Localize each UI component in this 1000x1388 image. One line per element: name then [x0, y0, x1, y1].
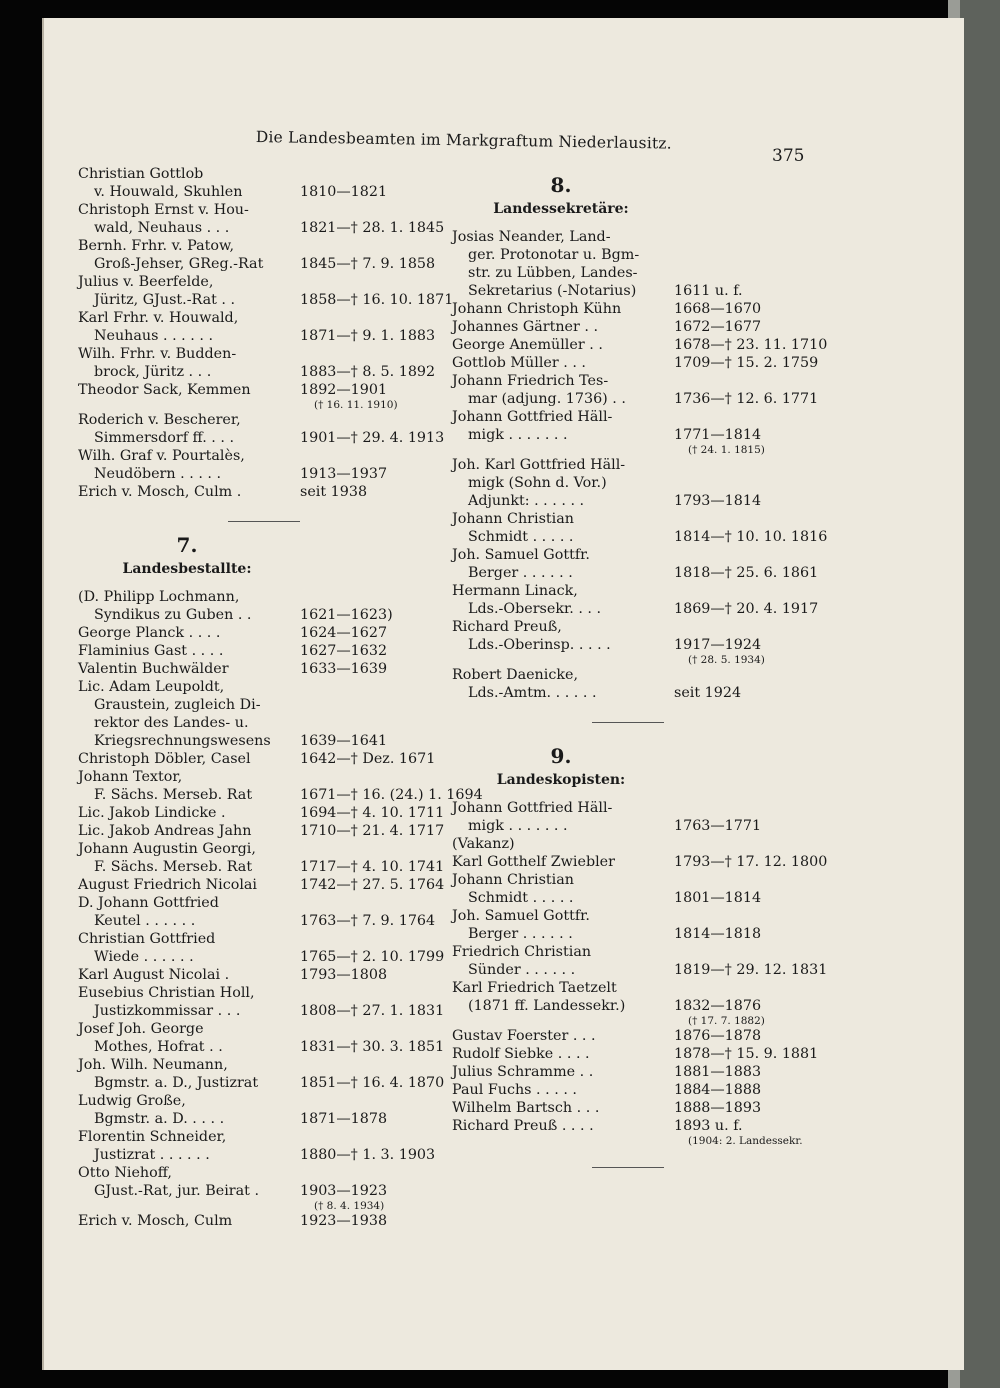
entry-row: [452, 907, 812, 943]
entry-name-line: Johann Gottfried Häll-: [452, 800, 613, 816]
entry-row: [78, 984, 445, 1020]
entry-name-line: Simmersdorf ff. . . .: [94, 430, 235, 446]
entry-row: [78, 966, 438, 984]
entry-name-line: Kriegsrechnungswesens: [94, 733, 271, 749]
entry-name-line: Wiede . . . . . .: [94, 949, 194, 965]
entry-name-line: Josef Joh. George: [78, 1021, 204, 1037]
entry-row: [78, 309, 438, 345]
entry-name-line: (1871 ff. Landessekr.): [468, 998, 626, 1014]
entry-name: [452, 871, 670, 907]
entry-name: [452, 1099, 670, 1117]
entry-date: 1633—1639: [300, 661, 388, 677]
entry-name-line: D. Johann Gottfried: [78, 895, 219, 911]
entry-date: 1793—† 17. 12. 1800: [674, 854, 828, 870]
entry-row: [452, 1117, 812, 1147]
entry-name-line: Schmidt . . . . .: [468, 529, 574, 545]
entry-name: [78, 1128, 296, 1164]
entry-date: 1765—† 2. 10. 1799: [300, 949, 445, 965]
entry-name-line: Graustein, zugleich Di-: [94, 697, 261, 713]
entry-name: [78, 165, 296, 201]
entry-date: 1888—1893: [674, 1100, 762, 1116]
entry-row: [78, 894, 438, 930]
entry-name-line: Wilh. Frhr. v. Budden-: [78, 346, 237, 362]
entry-row: [452, 1063, 812, 1081]
entry-row: [452, 1045, 819, 1063]
entry-name-line: Lds.-Amtm. . . . . .: [468, 685, 597, 701]
book-cover: [960, 0, 1000, 1388]
entry-row: [78, 165, 438, 201]
entry-name-line: mar (adjung. 1736) . .: [468, 391, 626, 407]
entry-name: [452, 853, 670, 871]
entry-row: [78, 1056, 445, 1092]
entry-date: 1851—† 16. 4. 1870: [300, 1075, 445, 1091]
entry-date: 1672—1677: [674, 319, 762, 335]
entry-name-line: Lic. Adam Leupoldt,: [78, 679, 225, 695]
entry-date: 1642—† Dez. 1671: [300, 751, 436, 767]
entry-name: [452, 835, 670, 853]
entry-name-line: str. zu Lübben, Landes-: [468, 265, 638, 281]
entry-name: [78, 273, 296, 309]
entry-date: 1771—1814: [674, 427, 762, 443]
section-7-number: 7.: [176, 533, 198, 557]
entry-row: [452, 456, 812, 510]
entry-row: [78, 804, 445, 822]
entry-name: [452, 372, 670, 408]
entry-name: [78, 1164, 296, 1200]
entry-row: [78, 1164, 438, 1212]
entry-date: 1884—1888: [674, 1082, 762, 1098]
entry-name-line: wald, Neuhaus . . .: [94, 220, 230, 236]
section-8-title: Landessekretäre:: [493, 201, 629, 217]
entry-name-line: Wilhelm Bartsch . . .: [452, 1100, 600, 1116]
left-column: [78, 165, 483, 1230]
entry-date: 1678—† 23. 11. 1710: [674, 337, 828, 353]
entry-name-line: migk . . . . . . .: [468, 427, 568, 443]
entry-row: [78, 483, 438, 501]
entry-name-line: Adjunkt: . . . . . .: [468, 493, 585, 509]
entry-name-line: Joh. Samuel Gottfr.: [452, 908, 590, 924]
entry-name-line: Richard Preuß,: [452, 619, 562, 635]
entry-name-line: Sünder . . . . . .: [468, 962, 576, 978]
entry-name-line: Flaminius Gast . . . .: [78, 643, 224, 659]
entry-name-line: Julius Schramme . .: [452, 1064, 594, 1080]
entry-row: [452, 510, 828, 546]
entry-date: 1881—1883: [674, 1064, 762, 1080]
entry-date: 1694—† 4. 10. 1711: [300, 805, 445, 821]
entry-name-line: brock, Jüritz . . .: [94, 364, 212, 380]
entry-name: [78, 1020, 296, 1056]
entry-row: [452, 666, 812, 702]
entry-date: 1892—1901: [300, 382, 388, 398]
entry-row: [78, 876, 445, 894]
entry-row: [78, 237, 438, 273]
entry-name-line: Johann Gottfried Häll-: [452, 409, 613, 425]
entry-name-line: migk (Sohn d. Vor.): [468, 475, 607, 491]
entry-row: [78, 840, 445, 876]
entry-name-line: GJust.-Rat, jur. Beirat .: [94, 1183, 259, 1199]
entry-name-line: (D. Philipp Lochmann,: [78, 589, 240, 605]
section-9-title: Landeskopisten:: [496, 772, 626, 788]
entry-name: [78, 930, 296, 966]
entry-name-line: Karl Friedrich Taetzelt: [452, 980, 617, 996]
entry-row: [78, 1092, 438, 1128]
entry-row: [452, 318, 812, 336]
section-divider: [592, 1167, 664, 1168]
entry-name-line: Johann Christian: [452, 872, 574, 888]
entry-name-line: Mothes, Hofrat . .: [94, 1039, 223, 1055]
entry-name-line: Joh. Karl Gottfried Häll-: [452, 457, 626, 473]
entry-name: [78, 804, 296, 822]
entry-row: [452, 618, 812, 666]
entry-date: 1831—† 30. 3. 1851: [300, 1039, 445, 1055]
entry-row: [78, 930, 445, 966]
entry-row: [452, 835, 812, 853]
entry-date: 1869—† 20. 4. 1917: [674, 601, 819, 617]
entry-name: [452, 1117, 670, 1135]
section-9-entry-list: [452, 799, 828, 1147]
entry-name-line: Paul Fuchs . . . . .: [452, 1082, 577, 1098]
entry-name: [452, 1027, 670, 1045]
entry-name: [78, 345, 296, 381]
entry-row: [78, 1128, 438, 1164]
entry-name-line: Syndikus zu Guben . .: [94, 607, 252, 623]
entry-row: [452, 228, 812, 300]
entry-date: 1913—1937: [300, 466, 388, 482]
entry-row: [78, 447, 438, 483]
entry-name: [452, 510, 670, 546]
entry-name-line: Roderich v. Bescherer,: [78, 412, 241, 428]
entry-name-line: August Friedrich Nicolai: [78, 877, 257, 893]
entry-row: [78, 768, 483, 804]
entry-name: [78, 660, 296, 678]
entry-name-line: Bernh. Frhr. v. Patow,: [78, 238, 235, 254]
entry-date: seit 1938: [300, 484, 368, 500]
entry-row: [78, 588, 438, 624]
entry-date: 1878—† 15. 9. 1881: [674, 1046, 819, 1062]
entry-name-line: Robert Daenicke,: [452, 667, 579, 683]
entry-date: 1917—1924: [674, 637, 762, 653]
entry-name-line: Christian Gottfried: [78, 931, 216, 947]
entry-name-line: Eusebius Christian Holl,: [78, 985, 255, 1001]
entry-row: [452, 979, 812, 1027]
entry-name: [78, 237, 296, 273]
entry-name-line: rektor des Landes- u.: [94, 715, 249, 731]
entry-name: [78, 588, 296, 624]
entry-name-line: migk . . . . . . .: [468, 818, 568, 834]
entry-name-line: Gustav Foerster . . .: [452, 1028, 596, 1044]
entry-row: [78, 381, 438, 411]
entry-name-line: Johann Christoph Kühn: [452, 301, 622, 317]
entry-name-line: v. Houwald, Skuhlen: [94, 184, 243, 200]
entry-date: 1793—1814: [674, 493, 762, 509]
entry-name: [452, 456, 670, 510]
entry-row: [78, 678, 438, 750]
entry-name-line: Valentin Buchwälder: [78, 661, 229, 677]
entry-name: [78, 1212, 296, 1230]
entry-name-line: Lic. Jakob Andreas Jahn: [78, 823, 252, 839]
entry-row: [452, 1081, 812, 1099]
entry-name-line: Josias Neander, Land-: [452, 229, 611, 245]
entry-row: [452, 853, 828, 871]
entry-row: [78, 201, 445, 237]
entry-name-line: Gottlob Müller . . .: [452, 355, 586, 371]
entry-name-line: Johann Textor,: [78, 769, 183, 785]
entry-date: 1736—† 12. 6. 1771: [674, 391, 819, 407]
entry-name-line: Neudöbern . . . . .: [94, 466, 222, 482]
entry-name: [452, 979, 670, 1015]
entry-name: [78, 750, 296, 768]
entry-name-line: Lds.-Oberinsp. . . . .: [468, 637, 611, 653]
entry-name-line: Christoph Ernst v. Hou-: [78, 202, 249, 218]
entry-name-line: (Vakanz): [452, 836, 515, 852]
entry-name-line: Florentin Schneider,: [78, 1129, 227, 1145]
entry-row: [452, 372, 819, 408]
entry-name: [452, 546, 670, 582]
entry-date: 1808—† 27. 1. 1831: [300, 1003, 445, 1019]
entry-name: [78, 642, 296, 660]
entry-name-line: Wilh. Graf v. Pourtalès,: [78, 448, 245, 464]
entry-name: [78, 876, 296, 894]
entry-row: [452, 408, 812, 456]
section-divider: [228, 521, 300, 522]
entry-name: [452, 582, 670, 618]
entry-name-line: Berger . . . . . .: [468, 926, 573, 942]
entry-name: [78, 1092, 296, 1128]
entry-row: [78, 273, 454, 309]
entry-name-line: Johann Friedrich Tes-: [452, 373, 609, 389]
entry-date: 1845—† 7. 9. 1858: [300, 256, 436, 272]
entry-name: [452, 1081, 670, 1099]
entry-name-line: George Anemüller . .: [452, 337, 603, 353]
section-9-number: 9.: [550, 744, 572, 768]
entry-row: [78, 822, 445, 840]
entry-name-line: Bgmstr. a. D. . . . .: [94, 1111, 225, 1127]
entry-name-line: Schmidt . . . . .: [468, 890, 574, 906]
entry-row: [78, 750, 438, 768]
entry-note: († 28. 5. 1934): [688, 654, 765, 666]
entry-row: [452, 943, 828, 979]
entry-name: [78, 447, 296, 483]
entry-date: 1611 u. f.: [674, 283, 743, 299]
entry-name: [452, 354, 670, 372]
entry-row: [452, 546, 819, 582]
entry-name-line: Bgmstr. a. D., Justizrat: [94, 1075, 259, 1091]
entry-name-line: Christian Gottlob: [78, 166, 204, 182]
entry-name-line: Richard Preuß . . . .: [452, 1118, 594, 1134]
entry-date: 1710—† 21. 4. 1717: [300, 823, 445, 839]
entry-name: [78, 678, 296, 750]
entry-name-line: George Planck . . . .: [78, 625, 221, 641]
entry-name-line: Keutel . . . . . .: [94, 913, 196, 929]
entry-row: [452, 300, 812, 318]
entry-row: [78, 345, 438, 381]
section-8-number: 8.: [550, 173, 572, 197]
entry-row: [78, 411, 445, 447]
entry-name-line: Justizrat . . . . . .: [94, 1147, 210, 1163]
entry-name: [78, 381, 296, 399]
entry-name-line: Sekretarius (-Notarius): [468, 283, 637, 299]
entry-row: [452, 871, 812, 907]
entry-name: [452, 618, 670, 654]
entry-name-line: Karl Gotthelf Zwiebler: [452, 854, 615, 870]
entry-name-line: Johann Augustin Georgi,: [78, 841, 256, 857]
entry-date: 1821—† 28. 1. 1845: [300, 220, 445, 236]
entry-date: 1742—† 27. 5. 1764: [300, 877, 445, 893]
entry-date: 1893 u. f.: [674, 1118, 743, 1134]
entry-date: 1901—† 29. 4. 1913: [300, 430, 445, 446]
entry-date: 1814—† 10. 10. 1816: [674, 529, 828, 545]
entry-name-line: Erich v. Mosch, Culm: [78, 1213, 233, 1229]
section-divider: [592, 722, 664, 723]
entry-name-line: Erich v. Mosch, Culm .: [78, 484, 242, 500]
top-entry-list: [78, 165, 454, 501]
entry-name: [452, 318, 670, 336]
section-7-entry-list: [78, 588, 483, 1230]
entry-date: 1639—1641: [300, 733, 388, 749]
entry-date: 1818—† 25. 6. 1861: [674, 565, 819, 581]
entry-name: [78, 894, 296, 930]
entry-date: 1876—1878: [674, 1028, 762, 1044]
entry-name-line: Karl August Nicolai .: [78, 967, 230, 983]
entry-note: († 8. 4. 1934): [314, 1200, 385, 1212]
entry-date: 1763—1771: [674, 818, 762, 834]
entry-name-line: Lic. Jakob Lindicke .: [78, 805, 226, 821]
entry-date: 1621—1623): [300, 607, 393, 623]
entry-name-line: Karl Frhr. v. Houwald,: [78, 310, 239, 326]
entry-name-line: Christoph Döbler, Casel: [78, 751, 251, 767]
entry-name: [452, 1045, 670, 1063]
entry-date: 1858—† 16. 10. 1871: [300, 292, 454, 308]
entry-name-line: Joh. Wilh. Neumann,: [78, 1057, 228, 1073]
entry-date: 1671—† 16. (24.) 1. 1694: [300, 787, 483, 803]
entry-name-line: Johann Christian: [452, 511, 574, 527]
entry-note: († 16. 11. 1910): [314, 399, 398, 411]
entry-date: 1903—1923: [300, 1183, 388, 1199]
entry-name: [78, 822, 296, 840]
entry-note: († 24. 1. 1815): [688, 444, 765, 456]
entry-name: [78, 309, 296, 345]
entry-date: 1883—† 8. 5. 1892: [300, 364, 436, 380]
section-7-title: Landesbestallte:: [122, 561, 252, 577]
entry-name: [78, 840, 296, 876]
entry-name: [78, 1056, 296, 1092]
entry-row: [452, 799, 812, 835]
entry-date: 1709—† 15. 2. 1759: [674, 355, 819, 371]
entry-date: 1814—1818: [674, 926, 762, 942]
section-8-entry-list: [452, 228, 828, 702]
entry-name: [452, 666, 670, 702]
entry-date: 1624—1627: [300, 625, 388, 641]
entry-date: 1819—† 29. 12. 1831: [674, 962, 828, 978]
entry-row: [452, 582, 819, 618]
entry-name-line: Ludwig Große,: [78, 1093, 186, 1109]
entry-date: 1793—1808: [300, 967, 388, 983]
entry-date: 1832—1876: [674, 998, 762, 1014]
entry-name-line: Hermann Linack,: [452, 583, 578, 599]
entry-name: [78, 411, 296, 447]
entry-row: [452, 1099, 812, 1117]
entry-row: [78, 660, 438, 678]
entry-name-line: Joh. Samuel Gottfr.: [452, 547, 590, 563]
entry-name-line: Friedrich Christian: [452, 944, 592, 960]
entry-date: 1880—† 1. 3. 1903: [300, 1147, 436, 1163]
entry-name: [78, 984, 296, 1020]
entry-name: [452, 408, 670, 444]
entry-row: [78, 642, 438, 660]
entry-name-line: Julius v. Beerfelde,: [78, 274, 214, 290]
entry-name-line: F. Sächs. Merseb. Rat: [94, 859, 253, 875]
entry-date: 1923—1938: [300, 1213, 388, 1229]
entry-date: 1801—1814: [674, 890, 762, 906]
entry-date: 1810—1821: [300, 184, 388, 200]
entry-name: [452, 300, 670, 318]
entry-name: [78, 768, 296, 804]
entry-name: [452, 336, 670, 354]
page-number: 375: [772, 146, 805, 166]
entry-row: [78, 1212, 438, 1230]
entry-name-line: ger. Protonotar u. Bgm-: [468, 247, 640, 263]
entry-name-line: Otto Niehoff,: [78, 1165, 172, 1181]
entry-name: [452, 907, 670, 943]
entry-name: [452, 943, 670, 979]
entry-name: [78, 483, 296, 501]
entry-date: 1763—† 7. 9. 1764: [300, 913, 436, 929]
entry-date: seit 1924: [674, 685, 742, 701]
entry-date: 1717—† 4. 10. 1741: [300, 859, 445, 875]
right-column: [452, 173, 828, 1168]
entry-date: 1668—1670: [674, 301, 762, 317]
entry-row: [452, 354, 819, 372]
entry-name-line: Berger . . . . . .: [468, 565, 573, 581]
entry-note: (1904: 2. Landessekr.: [688, 1135, 803, 1147]
entry-name: [78, 966, 296, 984]
entry-name: [452, 228, 670, 300]
entry-note: († 17. 7. 1882): [688, 1015, 765, 1027]
entry-name-line: Johannes Gärtner . .: [452, 319, 599, 335]
entry-row: [452, 1027, 812, 1045]
entry-name: [78, 201, 296, 237]
entry-name-line: Rudolf Siebke . . . .: [452, 1046, 590, 1062]
entry-name: [452, 1063, 670, 1081]
entry-name-line: F. Sächs. Merseb. Rat: [94, 787, 253, 803]
entry-row: [78, 1020, 445, 1056]
entry-name-line: Jüritz, GJust.-Rat . .: [94, 292, 236, 308]
entry-date: 1871—1878: [300, 1111, 388, 1127]
running-title: Die Landesbeamten im Markgraftum Niederlausitz.: [255, 128, 673, 153]
entry-date: 1627—1632: [300, 643, 388, 659]
entry-name-line: Justizkommissar . . .: [94, 1003, 241, 1019]
entry-date: 1871—† 9. 1. 1883: [300, 328, 436, 344]
entry-row: [452, 336, 828, 354]
entry-name-line: Lds.-Obersekr. . . .: [468, 601, 602, 617]
entry-name-line: Groß-Jehser, GReg.-Rat: [94, 256, 264, 272]
entry-name: [78, 624, 296, 642]
entry-name-line: Theodor Sack, Kemmen: [78, 382, 251, 398]
entry-name-line: Neuhaus . . . . . .: [94, 328, 213, 344]
entry-row: [78, 624, 438, 642]
entry-name: [452, 799, 670, 835]
